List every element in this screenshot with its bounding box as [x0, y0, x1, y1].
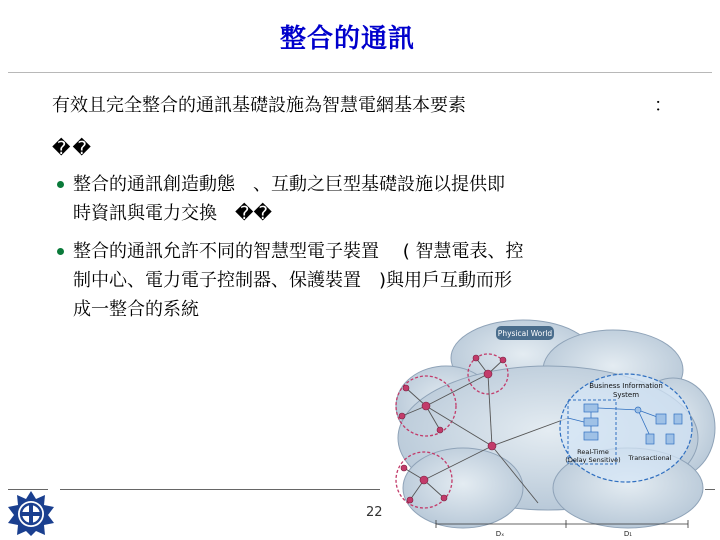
slide-title: 整合的通訊 — [279, 24, 415, 54]
bullet-dot — [57, 248, 64, 255]
bullet-1-line-2: 時資訊與電力交換 �� — [73, 203, 272, 224]
bullet-dot — [57, 181, 64, 188]
bullet-2-line-2: 制中心、電力電子控制器、保護裝置 )與用戶互動而形 — [73, 270, 513, 291]
communication-network-diagram — [388, 318, 718, 540]
page-number: 22 — [366, 505, 383, 520]
realtime-label-2: (Delay Sensitive) — [565, 456, 621, 464]
bullet-1-line-1: 整合的通訊創造動態 、互動之巨型基礎設施以提供即 — [73, 174, 505, 195]
business-info-label-1: Business Information — [589, 382, 663, 390]
emblem-icon — [6, 490, 56, 536]
intro-glyphs: �� — [52, 138, 93, 159]
axis-label-left: Dₓ — [495, 530, 505, 538]
footer-divider — [60, 489, 380, 490]
business-info-label-2: System — [612, 391, 640, 399]
bullet-2-line-1: 整合的通訊允許不同的智慧型電子裝置 ( 智慧電表、控 — [73, 241, 524, 262]
transactional-label: Transactional — [628, 454, 672, 462]
axis-label-right: D₁ — [623, 530, 633, 538]
intro-text: 有效且完全整合的通訊基礎設施為智慧電網基本要素 — [52, 95, 466, 116]
bullet-2-line-3: 成一整合的系統 — [73, 299, 199, 320]
intro-colon: ： — [654, 95, 672, 116]
title-divider — [8, 72, 712, 73]
physical-world-label: Physical World — [497, 329, 553, 338]
realtime-label-1: Real-Time — [577, 448, 609, 456]
